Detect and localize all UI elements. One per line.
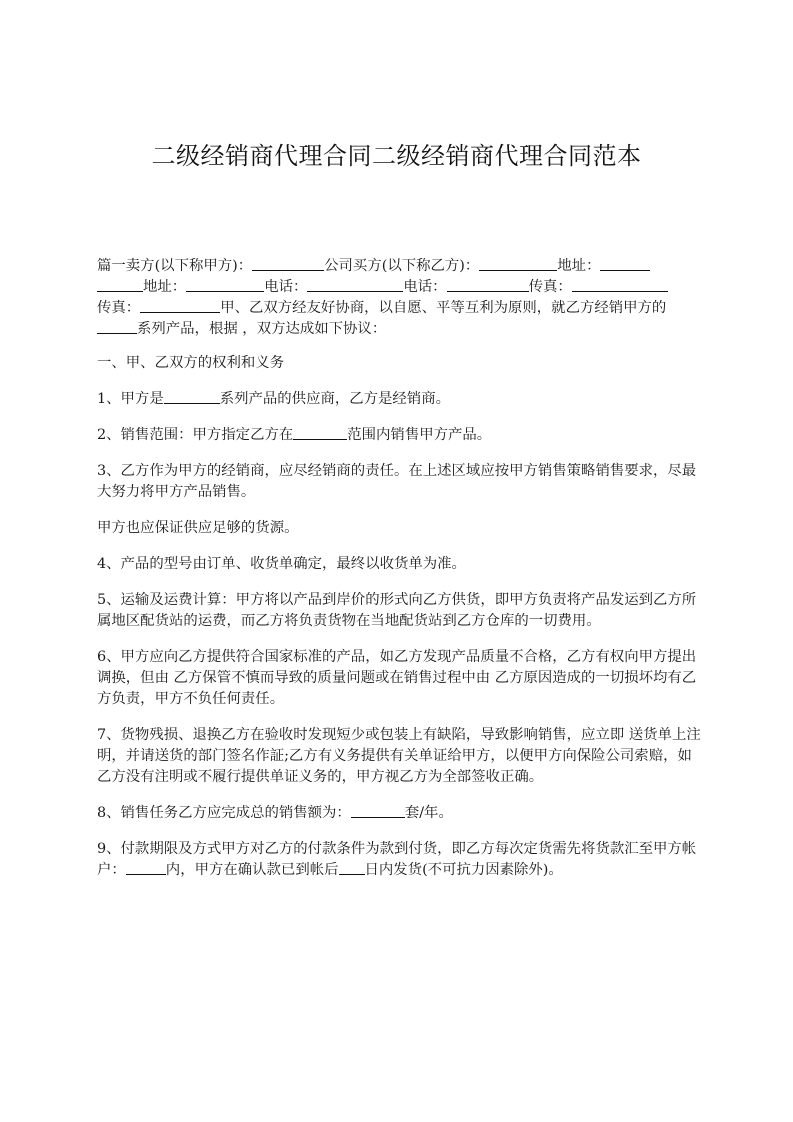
clause-8-text-b: 套/年。: [404, 805, 453, 821]
phone-label-b: 电话：: [403, 279, 447, 295]
product-series-blank: [97, 319, 137, 334]
clause-2: [97, 425, 703, 446]
seller-label: 篇一卖方(以下称甲方)：: [97, 258, 253, 274]
clause-9-text-c: 日内发货(不可抗力因素除外)。: [364, 862, 563, 878]
clause-9: [97, 839, 703, 881]
address-blank-a-1: [600, 256, 650, 271]
clause-1-text-a: 1、甲方是: [97, 391, 164, 407]
fax-label-b: 传真：: [97, 300, 141, 316]
clause-9-days-blank: [339, 860, 365, 875]
buyer-blank: [479, 256, 557, 271]
phone-label-a: 电话：: [264, 279, 308, 295]
address-blank-a-2: [97, 277, 143, 292]
clause-1-blank: [164, 389, 220, 404]
clause-8-blank: [351, 803, 405, 818]
contract-body: [97, 256, 703, 896]
clause-6: 6、甲方应向乙方提供符合国家标准的产品，如乙方发现产品质量不合格，乙方有权向甲方提出调换，但由 乙方保管不慎而导致的质量问题或在销售过程中由 乙方原因造成的一切损坏均有乙方负责，甲方不负任何责任。: [97, 649, 697, 707]
intro-paragraph: [97, 256, 703, 340]
clause-1-text-b: 系列产品的供应商，乙方是经销商。: [219, 391, 450, 407]
fax-label-a: 传真：: [528, 279, 572, 295]
section-heading: 一、甲、乙双方的权利和义务: [97, 355, 285, 371]
clause-5: 5、运输及运费计算：甲方将以产品到岸价的形式向乙方供货，即甲方负责将产品发运到乙方所属地区配货站的运费，而乙方将负责货物在当地配货站到乙方仓库的一切费用。: [97, 592, 697, 629]
address-label-b: 地址：: [143, 279, 187, 295]
agreement-text-end: 系列产品，根据 ，双方达成如下协议：: [137, 321, 387, 337]
address-blank-b: [186, 277, 264, 292]
clause-9-text-a: 9、付款期限及方式甲方对乙方的付款条件为款到付货，即乙方每次定货需先将货款汇至甲方帐户：: [97, 841, 697, 878]
clause-8: [97, 803, 703, 824]
clause-1: [97, 389, 703, 410]
clause-4: 4、产品的型号由订单、收货单确定，最终以收货单为准。: [97, 556, 466, 572]
fax-blank-b: [140, 298, 220, 313]
seller-blank: [252, 256, 324, 271]
clause-7: 7、货物残损、退换乙方在验收时发现短少或包装上有缺陷，导致影响销售，应立即 送货单上注明，并请送货的部门签名作証;乙方有义务提供有关单证给甲方，以便甲方向保险公司索赔，如乙方没有注明或不履行提供单证义务的，甲方视乙方为全部签收正确。: [97, 727, 701, 785]
clause-2-text-b: 范围内销售甲方产品。: [347, 427, 492, 443]
clause-3: 3、乙方作为甲方的经销商，应尽经销商的责任。在上述区域应按甲方销售策略销售要求，尽最大努力将甲方产品销售。: [97, 463, 697, 500]
agreement-text: 甲、乙双方经友好协商，以自愿、平等互利为原则，就乙方经销甲方的: [220, 300, 667, 316]
clause-2-text-a: 2、销售范围：甲方指定乙方在: [97, 427, 294, 443]
phone-blank-a: [307, 277, 403, 292]
address-label-a: 地址：: [557, 258, 601, 274]
clause-3-supply: 甲方也应保证供应足够的货源。: [97, 520, 299, 536]
fax-blank-a: [572, 277, 668, 292]
document-title: 二级经销商代理合同二级经销商代理合同范本: [151, 142, 642, 170]
clause-9-account-blank: [126, 860, 166, 875]
clause-9-text-b: 内，甲方在确认款已到帐后: [165, 862, 339, 878]
buyer-label: 公司买方(以下称乙方)：: [324, 258, 480, 274]
phone-blank-b: [447, 277, 529, 292]
clause-2-blank: [293, 425, 347, 440]
clause-8-text-a: 8、销售任务乙方应完成总的销售额为：: [97, 805, 351, 821]
